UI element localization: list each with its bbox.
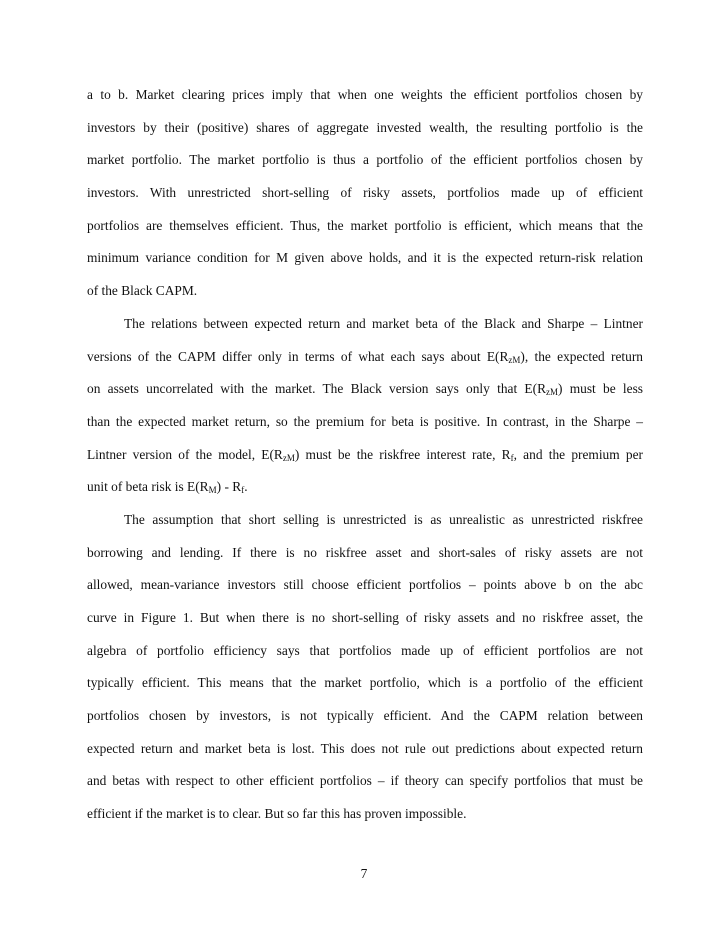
paragraph-3 bbox=[87, 509, 643, 836]
text-span: ) must be less bbox=[558, 381, 643, 397]
text-span: . bbox=[244, 479, 248, 495]
text-span: Lintner version of the model, E(R bbox=[87, 446, 283, 462]
text-line: portfolios are themselves efficient. Thus, the market portfolio is efficient, which means that the bbox=[87, 217, 643, 233]
document-body bbox=[87, 84, 643, 836]
subscript: M bbox=[208, 485, 217, 496]
text-span: ) must be the riskfree interest rate, R bbox=[294, 446, 511, 462]
text-line: than the expected market return, so the premium for beta is positive. In contrast, in the Sharpe – bbox=[87, 413, 643, 429]
text-line: expected return and market beta is lost. This does not rule out predictions about expected return bbox=[87, 740, 643, 756]
text-line: portfolios chosen by investors, is not typically efficient. And the CAPM relation between bbox=[87, 708, 643, 724]
text-line: market portfolio. The market portfolio is thus a portfolio of the efficient portfolios chosen by bbox=[87, 152, 643, 168]
subscript: f bbox=[241, 485, 245, 496]
text-span: on assets uncorrelated with the market. The Black version says only that E(R bbox=[87, 381, 547, 397]
text-line: minimum variance condition for M given above holds, and it is the expected return-risk relation bbox=[87, 250, 643, 266]
text-line: and betas with respect to other efficient portfolios – if theory can specify portfolios that must be bbox=[87, 773, 643, 789]
subscript: zM bbox=[282, 452, 295, 463]
text-line: The assumption that short selling is unrestricted is as unrealistic as unrestricted riskfree bbox=[124, 511, 643, 527]
paragraph-2 bbox=[87, 313, 643, 509]
subscript: f bbox=[510, 452, 514, 463]
text-line: investors. With unrestricted short-selling of risky assets, portfolios made up of efficient bbox=[87, 185, 643, 201]
text-line: algebra of portfolio efficiency says that portfolios made up of efficient portfolios are not bbox=[87, 642, 643, 658]
text-line: of the Black CAPM. bbox=[87, 283, 198, 299]
text-span: unit of beta risk is E(R bbox=[87, 479, 209, 495]
subscript: zM bbox=[546, 387, 559, 398]
text-line: curve in Figure 1. But when there is no short-selling of risky assets and no riskfree asset, the bbox=[87, 610, 643, 625]
text-line: typically efficient. This means that the market portfolio, which is a portfolio of the efficient bbox=[87, 675, 643, 691]
text-line: allowed, mean-variance investors still choose efficient portfolios – points above b on the abc bbox=[87, 577, 643, 593]
text-span: ), the expected return bbox=[520, 348, 643, 364]
text-line: investors by their (positive) shares of aggregate invested wealth, the resulting portfolio is the bbox=[87, 119, 643, 135]
text-span: ) - R bbox=[216, 479, 242, 495]
text-line: a to b. Market clearing prices imply that when one weights the efficient portfolios chosen by bbox=[87, 87, 643, 102]
text-span: , and the premium per bbox=[513, 446, 643, 462]
text-line bbox=[87, 346, 643, 379]
text-line: efficient if the market is to clear. But so far this has proven impossible. bbox=[87, 806, 467, 822]
text-line bbox=[87, 444, 643, 477]
text-line: The relations between expected return and market beta of the Black and Sharpe – Lintner bbox=[124, 315, 643, 331]
text-span: versions of the CAPM differ only in terms of what each says about E(R bbox=[87, 348, 509, 364]
paragraph-1 bbox=[87, 84, 643, 313]
page-number: 7 bbox=[360, 866, 368, 881]
subscript: zM bbox=[508, 354, 521, 365]
text-line: borrowing and lending. If there is no riskfree asset and short-sales of risky assets are not bbox=[87, 544, 643, 560]
text-line bbox=[87, 378, 643, 411]
text-line bbox=[87, 476, 643, 509]
